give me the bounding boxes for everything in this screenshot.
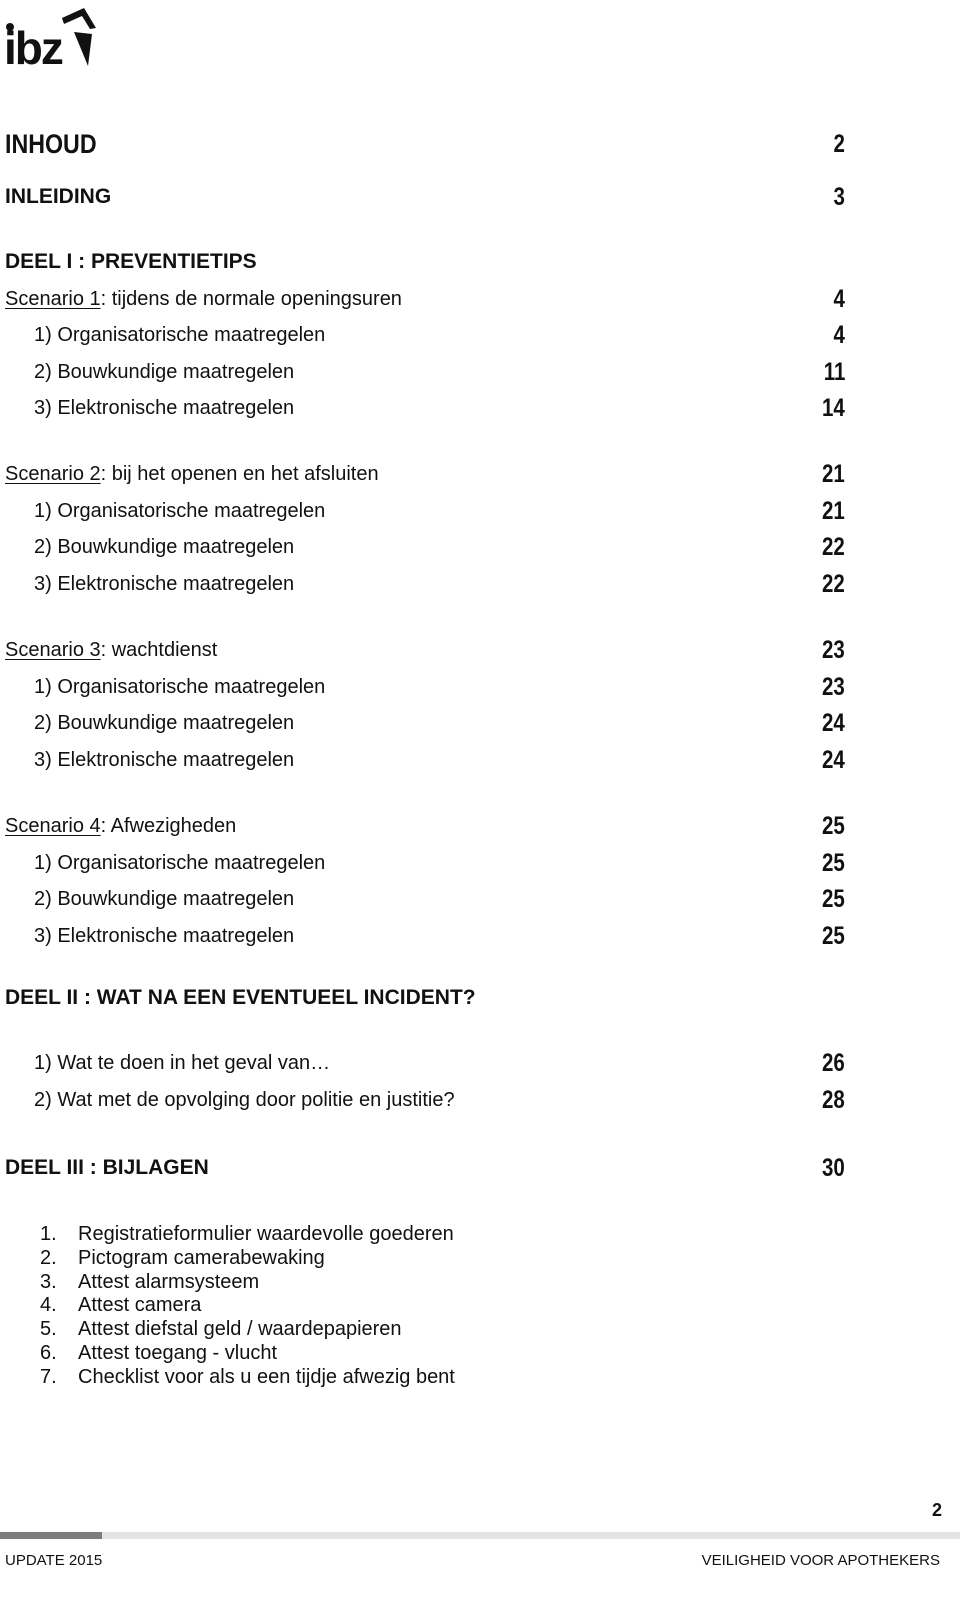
toc-entry-label: 2) Bouwkundige maatregelen: [34, 888, 295, 910]
toc-entry[interactable]: [5, 846, 845, 880]
toc-entry-label: INHOUD: [5, 129, 97, 159]
toc-entry-label: 1) Wat te doen in het geval van…: [34, 1052, 331, 1074]
toc-entry-scenario-2[interactable]: [5, 457, 845, 491]
appendix-label: Attest camera: [78, 1294, 202, 1316]
toc-entry-inleiding[interactable]: [5, 180, 845, 214]
footer-right-text: VEILIGHEID VOOR APOTHEKERS: [701, 1552, 940, 1569]
toc-entry[interactable]: [5, 1083, 845, 1117]
toc-entry-label: 3) Elektronische maatregelen: [34, 573, 295, 595]
footer-left-text: UPDATE 2015: [5, 1552, 103, 1569]
toc-entry[interactable]: [5, 919, 845, 953]
toc-entry-page: 11: [823, 358, 845, 386]
appendix-label: Registratieformulier waardevolle goederen: [78, 1223, 454, 1245]
toc-entry-label: 2) Bouwkundige maatregelen: [34, 536, 295, 558]
toc-entry-scenario-4[interactable]: [5, 809, 845, 843]
appendix-number: 5.: [40, 1318, 57, 1340]
toc-entry-label: 2) Bouwkundige maatregelen: [34, 712, 295, 734]
toc-entry-page: 14: [822, 394, 845, 422]
page-number: 2: [931, 1500, 942, 1520]
toc-entry[interactable]: [5, 494, 845, 528]
appendix-label: Attest toegang - vlucht: [78, 1342, 278, 1364]
toc-entry[interactable]: [5, 882, 845, 916]
toc-entry-inhoud[interactable]: [5, 126, 845, 162]
appendix-number: 7.: [40, 1366, 57, 1388]
toc-entry-label: Scenario 3: wachtdienst: [5, 639, 218, 661]
footer-divider-accent: [0, 1532, 102, 1539]
toc-entry-label: Scenario 2: bij het openen en het afsluiten: [5, 463, 379, 485]
toc-entry-label: 2) Bouwkundige maatregelen: [34, 361, 295, 383]
section-heading-deel-1: [5, 245, 845, 279]
toc-entry-page: 25: [822, 849, 845, 877]
toc-entry-page: 26: [822, 1049, 845, 1077]
toc-entry-page: 4: [833, 285, 845, 313]
appendix-number: 2.: [40, 1247, 57, 1269]
toc-entry-label: 1) Organisatorische maatregelen: [34, 500, 326, 522]
toc-entry-page: 23: [822, 673, 845, 701]
appendix-number: 1.: [40, 1223, 57, 1245]
toc-entry-label: 3) Elektronische maatregelen: [34, 749, 295, 771]
svg-text:ibz: ibz: [4, 22, 62, 70]
toc-entry-page: 30: [822, 1154, 845, 1182]
toc-entry[interactable]: [5, 391, 845, 425]
toc-entry[interactable]: [5, 706, 845, 740]
toc-entry-page: 23: [822, 636, 845, 664]
appendix-label: Pictogram camerabewaking: [78, 1247, 325, 1269]
toc-entry-label: Scenario 4: Afwezigheden: [5, 815, 237, 837]
toc-entry-page: 22: [822, 570, 845, 598]
toc-entry-label: 3) Elektronische maatregelen: [34, 925, 295, 947]
footer-divider: [0, 1532, 960, 1539]
toc-entry-label: Scenario 1: tijdens de normale openingsuren: [5, 288, 402, 310]
toc-entry[interactable]: [5, 567, 845, 601]
ibz-logo: [4, 4, 96, 70]
toc-entry-page: 25: [822, 922, 845, 950]
section-title: DEEL III : BIJLAGEN: [5, 1156, 209, 1179]
toc-entry-label: 1) Organisatorische maatregelen: [34, 852, 326, 874]
toc-entry-page: 25: [822, 885, 845, 913]
appendix-number: 4.: [40, 1294, 57, 1316]
toc-entry-page: 22: [822, 533, 845, 561]
toc-entry[interactable]: [5, 670, 845, 704]
toc-entry-page: 24: [822, 746, 845, 774]
toc-entry-page: 25: [822, 812, 845, 840]
toc-entry-page: 24: [822, 709, 845, 737]
toc-entry-label: 1) Organisatorische maatregelen: [34, 324, 326, 346]
toc-entry[interactable]: [5, 743, 845, 777]
section-heading-deel-2: [5, 981, 845, 1015]
appendix-label: Checklist voor als u een tijdje afwezig bent: [78, 1366, 455, 1388]
toc-entry[interactable]: [5, 530, 845, 564]
toc-entry-scenario-3[interactable]: [5, 633, 845, 667]
toc-entry-label: 3) Elektronische maatregelen: [34, 397, 295, 419]
toc-entry-page: 21: [822, 460, 845, 488]
toc-entry-page: 3: [833, 183, 845, 211]
toc-entry[interactable]: [5, 355, 845, 389]
appendix-number: 3.: [40, 1271, 57, 1293]
toc-entry-label: 2) Wat met de opvolging door politie en justitie?: [34, 1089, 455, 1111]
toc-entry-label: 1) Organisatorische maatregelen: [34, 676, 326, 698]
toc-entry-page: 2: [833, 130, 845, 158]
section-title: DEEL I : PREVENTIETIPS: [5, 250, 257, 273]
appendix-label: Attest alarmsysteem: [78, 1271, 260, 1293]
toc-entry-label: INLEIDING: [5, 185, 112, 208]
toc-entry[interactable]: [5, 1046, 845, 1080]
appendix-label: Attest diefstal geld / waardepapieren: [78, 1318, 402, 1340]
toc-entry-scenario-1[interactable]: [5, 282, 845, 316]
toc-entry[interactable]: [5, 318, 845, 352]
toc-entry-page: 28: [822, 1086, 845, 1114]
toc-entry-deel-3[interactable]: [5, 1151, 845, 1185]
toc-entry-page: 21: [822, 497, 845, 525]
toc-entry-page: 4: [833, 321, 845, 349]
appendix-number: 6.: [40, 1342, 57, 1364]
section-title: DEEL II : WAT NA EEN EVENTUEEL INCIDENT?: [5, 986, 476, 1009]
